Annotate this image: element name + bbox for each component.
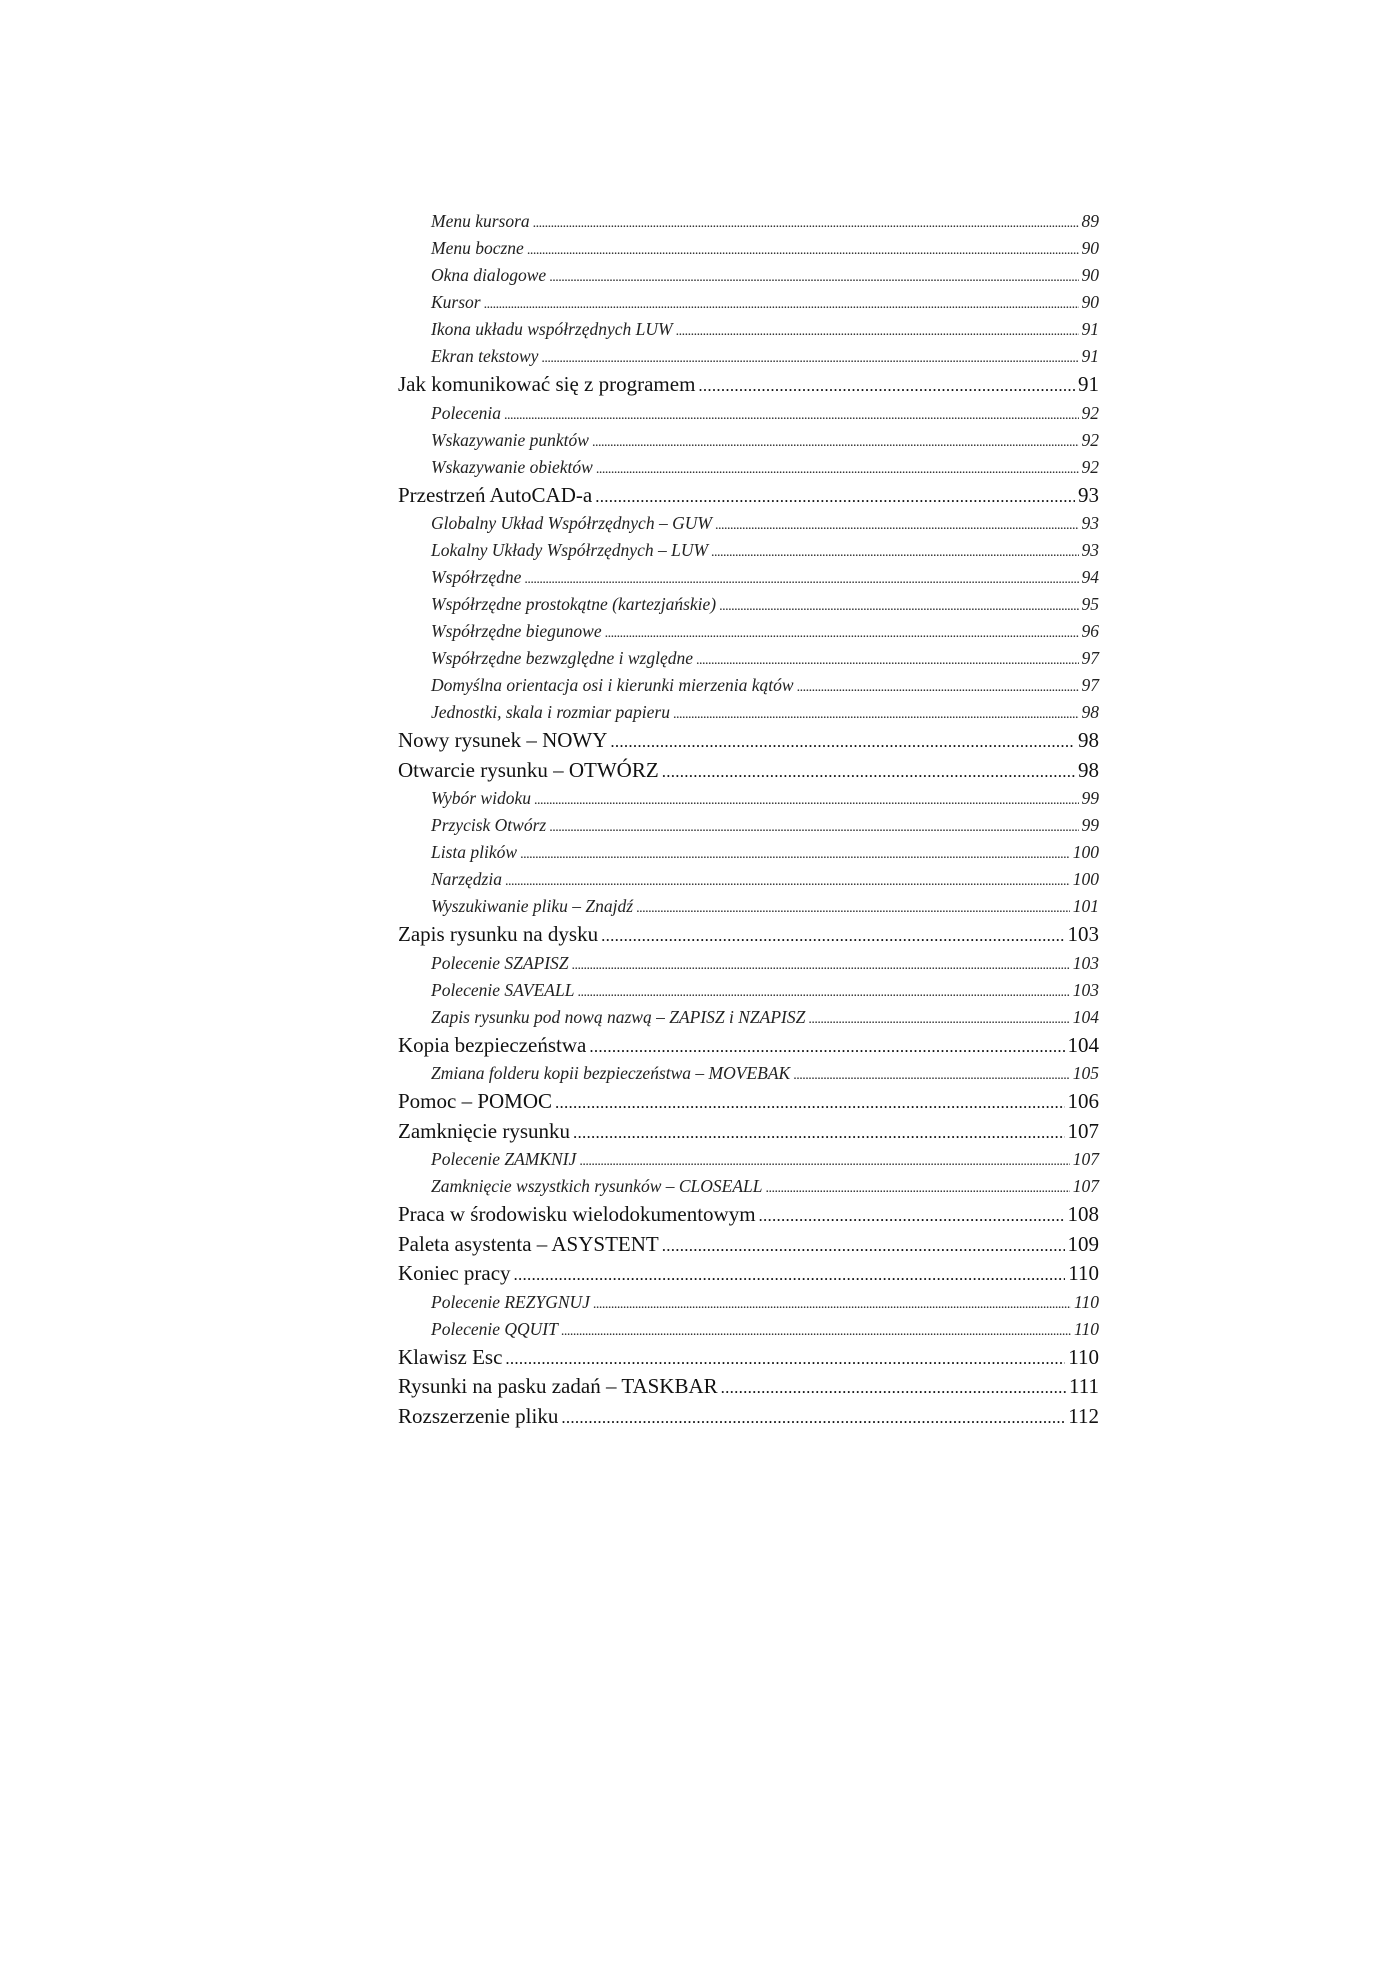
toc-entry-title: Przycisk Otwórz (431, 815, 547, 835)
toc-subsection-entry (398, 289, 1099, 316)
toc-subsection-entry (398, 564, 1099, 591)
toc-page-number: 100 (1072, 869, 1099, 889)
toc-entry-title: Menu kursora (431, 211, 530, 231)
toc-section-entry (398, 756, 1099, 786)
toc-subsection-entry (398, 208, 1099, 235)
toc-subsection-entry (398, 645, 1099, 672)
toc-subsection-entry (398, 977, 1099, 1004)
toc-page-number: 110 (1068, 1261, 1099, 1285)
toc-page-number: 108 (1067, 1202, 1099, 1226)
dot-leader (711, 537, 1078, 566)
toc-subsection-entry (398, 400, 1099, 427)
toc-subsection-entry (398, 785, 1099, 812)
toc-page-number: 97 (1081, 648, 1099, 668)
toc-subsection-entry (398, 1004, 1099, 1031)
toc-entry-title: Współrzędne (431, 567, 522, 587)
dot-leader (696, 645, 1079, 674)
toc-subsection-entry (398, 618, 1099, 645)
toc-entry-title: Zapis rysunku na dysku (398, 922, 599, 946)
toc-page-number: 111 (1069, 1374, 1099, 1398)
toc-entry-title: Kursor (431, 292, 481, 312)
toc-entry-title: Polecenie SAVEALL (431, 979, 575, 1000)
toc-page-number: 100 (1072, 842, 1099, 862)
toc-entry-title: Przestrzeń AutoCAD-a (398, 482, 593, 507)
dot-leader (484, 289, 1079, 318)
dot-leader (549, 812, 1078, 841)
dot-leader (793, 1060, 1070, 1089)
toc-page-number: 93 (1081, 513, 1099, 533)
toc-section-entry (398, 1031, 1099, 1061)
toc-section-entry (398, 481, 1099, 511)
toc-section-entry (398, 1230, 1099, 1260)
toc-entry-title: Polecenie SZAPISZ (431, 952, 569, 973)
toc-entry-title: Rysunki na pasku zadań – TASKBAR (398, 1374, 718, 1398)
toc-page-number: 98 (1078, 757, 1099, 782)
dot-leader (555, 1087, 1064, 1118)
toc-subsection-entry (398, 672, 1099, 699)
toc-entry-title: Współrzędne prostokątne (kartezjańskie) (431, 594, 717, 614)
dot-leader (719, 591, 1078, 620)
toc-subsection-entry (398, 454, 1099, 481)
toc-page-number: 92 (1081, 456, 1099, 477)
dot-leader (541, 343, 1078, 372)
dot-leader (534, 785, 1079, 814)
dot-leader (579, 1146, 1069, 1175)
dot-leader (636, 893, 1070, 922)
toc-entry-title: Wskazywanie obiektów (431, 456, 593, 477)
toc-subsection-entry (398, 1146, 1099, 1173)
dot-leader (549, 262, 1078, 291)
toc-entry-title: Globalny Układ Współrzędnych – GUW (431, 513, 712, 533)
toc-subsection-entry (398, 812, 1099, 839)
table-of-contents (398, 208, 1099, 1431)
toc-page-number: 103 (1067, 922, 1099, 946)
toc-entry-title: Współrzędne bezwzględne i względne (431, 648, 693, 668)
toc-entry-title: Polecenie ZAMKNIJ (431, 1149, 577, 1169)
dot-leader (610, 726, 1075, 757)
toc-subsection-entry (398, 235, 1099, 262)
toc-page-number: 107 (1072, 1149, 1099, 1169)
toc-subsection-entry (398, 1060, 1099, 1087)
toc-entry-title: Zamknięcie wszystkich rysunków – CLOSEALL (431, 1176, 763, 1196)
toc-page-number: 110 (1068, 1344, 1099, 1369)
toc-page-number: 101 (1072, 896, 1099, 916)
dot-leader (676, 316, 1079, 345)
toc-page-number: 93 (1078, 482, 1099, 507)
toc-entry-title: Narzędzia (431, 869, 502, 889)
dot-leader (505, 1343, 1065, 1374)
toc-subsection-entry (398, 537, 1099, 564)
toc-entry-title: Zamknięcie rysunku (398, 1118, 571, 1143)
dot-leader (573, 1117, 1064, 1148)
toc-section-entry (398, 920, 1099, 950)
dot-leader (527, 235, 1079, 264)
toc-page-number: 90 (1081, 238, 1099, 258)
toc-entry-title: Pomoc – POMOC (398, 1089, 553, 1113)
dot-leader (561, 1316, 1071, 1345)
toc-section-entry (398, 1200, 1099, 1230)
toc-page-number: 105 (1072, 1063, 1099, 1083)
toc-entry-title: Koniec pracy (398, 1261, 511, 1285)
toc-page-number: 94 (1081, 567, 1099, 587)
dot-leader (577, 977, 1069, 1006)
toc-entry-title: Jednostki, skala i rozmiar papieru (431, 702, 670, 722)
dot-leader (589, 1031, 1064, 1062)
toc-entry-title: Jak komunikować się z programem (398, 372, 696, 396)
toc-page-number: 90 (1081, 265, 1099, 285)
dot-leader (759, 1200, 1065, 1231)
toc-page-number: 106 (1067, 1089, 1099, 1113)
toc-page-number: 99 (1081, 815, 1099, 835)
toc-section-entry (398, 1087, 1099, 1117)
toc-entry-title: Nowy rysunek – NOWY (398, 728, 608, 752)
toc-entry-title: Ikona układu współrzędnych LUW (431, 319, 673, 339)
toc-entry-title: Menu boczne (431, 238, 524, 258)
dot-leader (596, 454, 1079, 483)
toc-page-number: 89 (1081, 211, 1099, 231)
dot-leader (572, 950, 1070, 979)
toc-section-entry (398, 726, 1099, 756)
toc-entry-title: Wyszukiwanie pliku – Znajdź (431, 896, 634, 916)
toc-page-number: 107 (1067, 1118, 1099, 1143)
dot-leader (808, 1004, 1069, 1033)
toc-entry-title: Polecenia (431, 402, 501, 423)
toc-page-number: 103 (1072, 979, 1099, 1000)
toc-page-number: 91 (1081, 346, 1099, 366)
toc-page-number: 92 (1081, 429, 1099, 450)
toc-subsection-entry (398, 343, 1099, 370)
dot-leader (520, 839, 1070, 868)
dot-leader (662, 1230, 1065, 1261)
toc-entry-title: Okna dialogowe (431, 265, 547, 285)
dot-leader (721, 1372, 1066, 1403)
toc-entry-title: Domyślna orientacja osi i kierunki mierzenia kątów (431, 675, 794, 695)
toc-page-number: 93 (1081, 540, 1099, 560)
dot-leader (595, 481, 1075, 512)
toc-page-number: 97 (1081, 675, 1099, 695)
toc-section-entry (398, 1259, 1099, 1289)
toc-entry-title: Zapis rysunku pod nową nazwą – ZAPISZ i NZAPISZ (431, 1006, 806, 1027)
toc-page-number: 99 (1081, 788, 1099, 808)
dot-leader (524, 564, 1078, 593)
toc-entry-title: Klawisz Esc (398, 1344, 503, 1369)
toc-entry-title: Lista plików (431, 842, 518, 862)
dot-leader (715, 510, 1079, 539)
toc-subsection-entry (398, 950, 1099, 977)
toc-subsection-entry (398, 1173, 1099, 1200)
toc-subsection-entry (398, 1289, 1099, 1316)
dot-leader (533, 208, 1079, 237)
toc-subsection-entry (398, 1316, 1099, 1343)
toc-subsection-entry (398, 591, 1099, 618)
dot-leader (662, 756, 1075, 787)
toc-page-number: 91 (1078, 372, 1099, 396)
toc-page-number: 92 (1081, 402, 1099, 423)
toc-entry-title: Kopia bezpieczeństwa (398, 1032, 587, 1057)
toc-section-entry (398, 1372, 1099, 1402)
toc-subsection-entry (398, 427, 1099, 454)
dot-leader (561, 1402, 1065, 1433)
dot-leader (514, 1259, 1066, 1290)
dot-leader (797, 672, 1079, 701)
toc-entry-title: Wskazywanie punktów (431, 429, 589, 450)
toc-entry-title: Paleta asystenta – ASYSTENT (398, 1231, 659, 1256)
toc-entry-title: Wybór widoku (431, 788, 531, 808)
toc-page-number: 90 (1081, 292, 1099, 312)
toc-section-entry (398, 1343, 1099, 1373)
toc-subsection-entry (398, 262, 1099, 289)
toc-section-entry (398, 1402, 1099, 1432)
toc-page-number: 112 (1068, 1403, 1099, 1428)
toc-subsection-entry (398, 893, 1099, 920)
toc-page-number: 98 (1081, 702, 1099, 722)
toc-entry-title: Otwarcie rysunku – OTWÓRZ (398, 757, 659, 782)
toc-entry-title: Ekran tekstowy (431, 346, 539, 366)
toc-page-number: 110 (1074, 1291, 1099, 1312)
toc-entry-title: Współrzędne biegunowe (431, 621, 602, 641)
toc-section-entry (398, 1117, 1099, 1147)
dot-leader (601, 920, 1064, 951)
toc-subsection-entry (398, 866, 1099, 893)
dot-leader (605, 618, 1079, 647)
toc-entry-title: Rozszerzenie pliku (398, 1403, 559, 1428)
toc-page-number: 109 (1067, 1231, 1099, 1256)
toc-page-number: 104 (1067, 1032, 1099, 1057)
toc-subsection-entry (398, 699, 1099, 726)
toc-page-number: 107 (1072, 1176, 1099, 1196)
dot-leader (592, 427, 1079, 456)
toc-section-entry (398, 370, 1099, 400)
dot-leader (766, 1173, 1070, 1202)
toc-page-number: 110 (1074, 1318, 1099, 1339)
toc-page-number: 96 (1081, 621, 1099, 641)
toc-subsection-entry (398, 839, 1099, 866)
toc-entry-title: Polecenie QQUIT (431, 1318, 558, 1339)
toc-entry-title: Zmiana folderu kopii bezpieczeństwa – MOVEBAK (431, 1063, 791, 1083)
toc-entry-title: Polecenie REZYGNUJ (431, 1291, 590, 1312)
toc-subsection-entry (398, 510, 1099, 537)
toc-page-number: 98 (1078, 728, 1099, 752)
toc-page-number: 95 (1081, 594, 1099, 614)
toc-page-number: 104 (1072, 1006, 1099, 1027)
toc-page-number: 91 (1081, 319, 1099, 339)
toc-entry-title: Lokalny Układy Współrzędnych – LUW (431, 540, 709, 560)
dot-leader (673, 699, 1079, 728)
toc-entry-title: Praca w środowisku wielodokumentowym (398, 1202, 756, 1226)
dot-leader (698, 370, 1075, 401)
toc-page-number: 103 (1072, 952, 1099, 973)
dot-leader (593, 1289, 1071, 1318)
dot-leader (505, 866, 1070, 895)
dot-leader (504, 400, 1079, 429)
toc-subsection-entry (398, 316, 1099, 343)
